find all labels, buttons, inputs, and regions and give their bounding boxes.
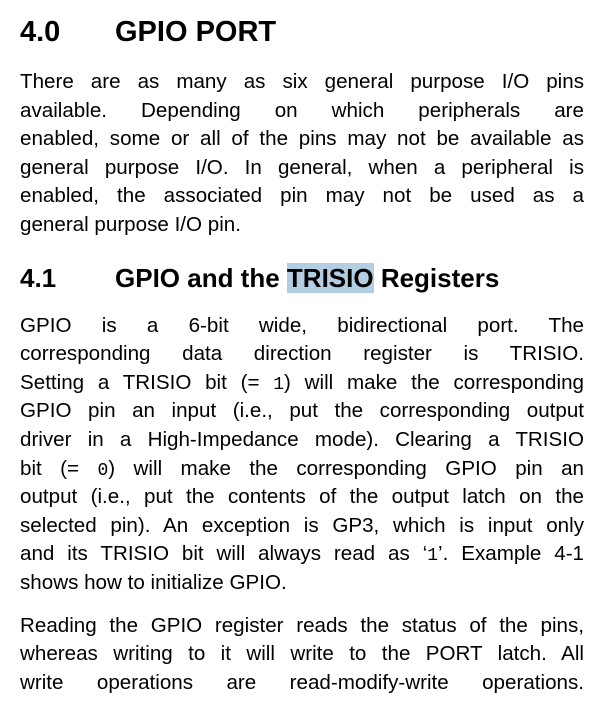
text-line: GPIO pin an input (i.e., put the corresponding output: [20, 399, 584, 423]
text-run: ) will make the corresponding GPIO pin an: [108, 456, 585, 480]
text-line: GPIO is a 6-bit wide, bidirectional port. The: [20, 313, 584, 337]
section-number: 4.0: [20, 16, 61, 48]
trisio-paragraph: [20, 312, 584, 598]
highlighted-search-term[interactable]: TRISIO: [286, 262, 374, 293]
section-number: 4.1: [20, 262, 57, 293]
text-line: enabled, some or all of the pins may not be available as: [20, 127, 584, 151]
text-line: general purpose I/O pin.: [20, 212, 241, 236]
title-text: Registers: [373, 262, 500, 293]
text-line: [20, 540, 584, 569]
text-line: general purpose I/O. In general, when a peripheral is: [20, 155, 584, 179]
text-line: driver in a High-Impedance mode). Clearing a TRISIO: [20, 427, 584, 451]
text-line: shows how to initialize GPIO.: [20, 570, 287, 594]
text-run: ’. Example 4-1: [438, 542, 584, 566]
gpio-port-paragraph: [20, 68, 584, 240]
text-line: output (i.e., put the contents of the output latch on the: [20, 485, 584, 509]
text-line: enabled, the associated pin may not be used as a: [20, 184, 584, 208]
text-run: ) will make the corresponding: [284, 370, 584, 394]
text-line: corresponding data direction register is TRISIO.: [20, 342, 584, 366]
text-run: Setting a TRISIO bit (=: [20, 370, 274, 394]
document-page: [20, 10, 584, 697]
code-value: 1: [273, 374, 285, 395]
text-run: bit (=: [20, 456, 98, 480]
code-value: 0: [97, 460, 109, 481]
text-line: Reading the GPIO register reads the status of the pins,: [20, 613, 584, 637]
text-run: and its TRISIO bit will always read as ‘: [20, 542, 428, 566]
text-line: [20, 455, 584, 484]
text-line: selected pin). An exception is GP3, which is input only: [20, 513, 584, 537]
text-line: [20, 369, 584, 398]
section-heading-4-1: [20, 258, 584, 298]
text-line: available. Depending on which peripherals are: [20, 98, 584, 122]
section-title: GPIO PORT: [115, 16, 277, 48]
gpio-read-write-paragraph: [20, 612, 584, 698]
title-text: GPIO and the: [115, 262, 287, 293]
text-line: There are as many as six general purpose I/O pins: [20, 70, 584, 93]
section-title: [115, 258, 499, 298]
code-value: 1: [427, 546, 439, 567]
text-line: write operations are read-modify-write operations.: [20, 670, 584, 694]
section-heading-4-0: [20, 10, 584, 54]
text-line: whereas writing to it will write to the PORT latch. All: [20, 642, 584, 666]
